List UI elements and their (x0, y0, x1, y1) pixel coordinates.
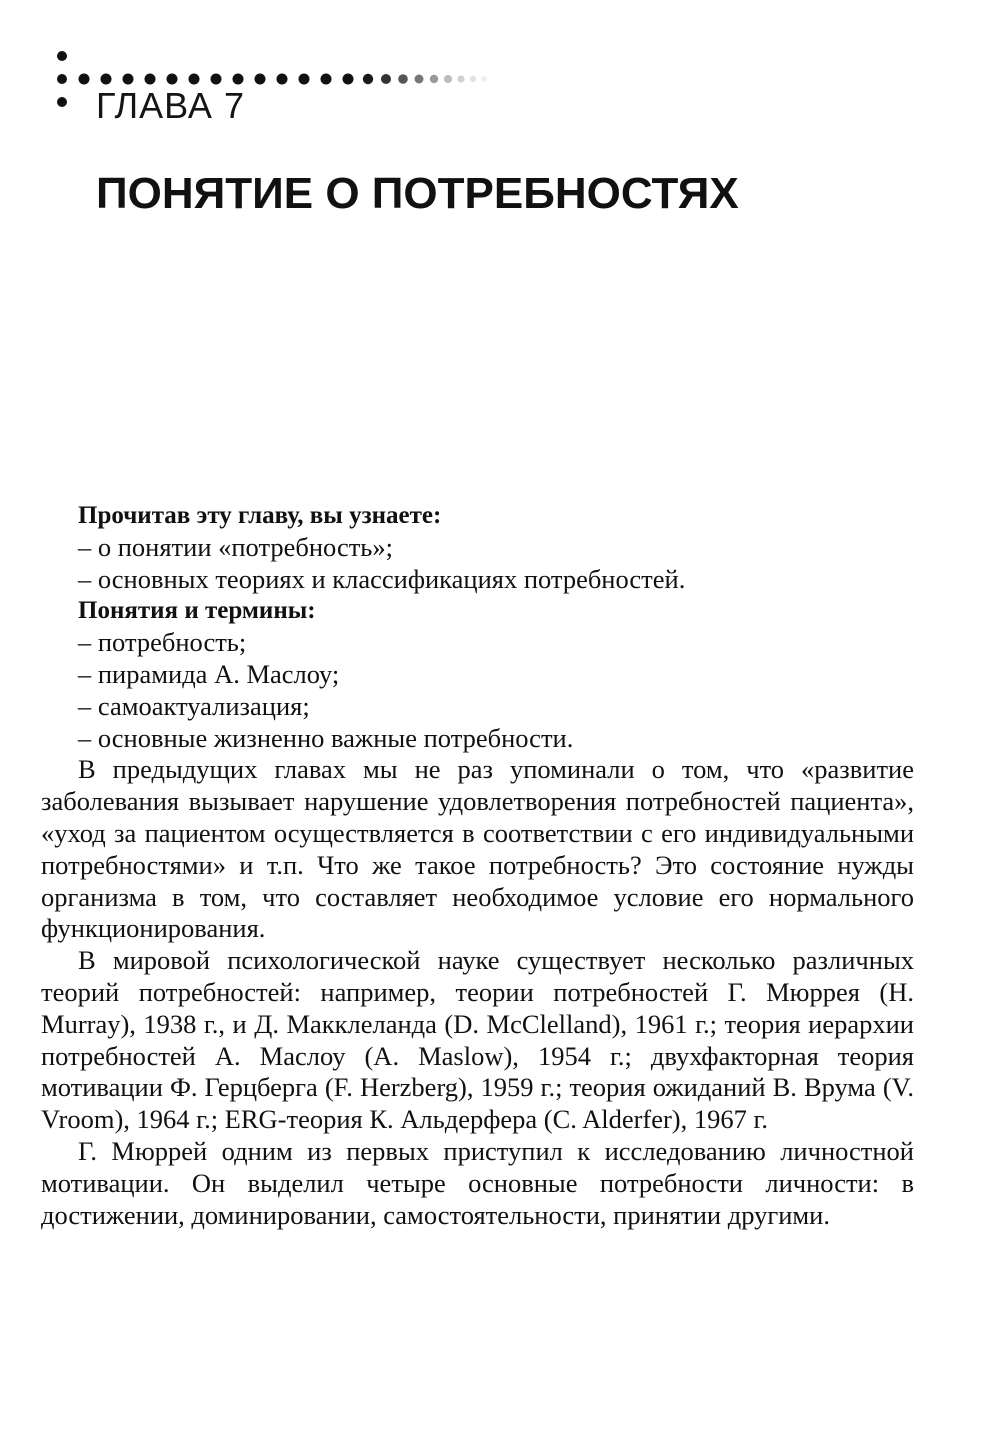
chapter-number: ГЛАВА 7 (96, 85, 245, 126)
body-paragraph: В предыдущих главах мы не раз упоминали о том, что «развитие заболевания вызывает нарушение удовлетворения потребностей пациента», «уход за пациентом осуществляется в соответствии с его индивидуальными потребностями» и т.п. Что же такое потребность? Это состояние нужды организма в том, что составляет необходимое условие его нормального функционирования. (41, 754, 914, 944)
body-paragraph: Г. Мюррей одним из первых приступил к исследованию личностной мотивации. Он выделил четыре основные потребности личности: в достижении, доминировании, самостоятельности, принятии другими. (41, 1135, 914, 1230)
term-item: – основные жизненно важные потребности. (78, 722, 574, 753)
term-item: – пирамида А. Маслоу; (78, 658, 340, 689)
learn-item: – о понятии «потребность»; (78, 531, 393, 562)
learn-item: – основных теориях и классификациях потребностей. (78, 563, 686, 594)
term-item: – самоактуализация; (78, 690, 310, 721)
chapter-intro (41, 500, 914, 754)
chapter-title: ПОНЯТИЕ О ПОТРЕБНОСТЯХ (96, 169, 739, 218)
terms-heading: Понятия и термины: (78, 597, 316, 625)
term-item: – потребность; (78, 627, 247, 658)
learn-heading: Прочитав эту главу, вы узнаете: (78, 502, 442, 529)
chapter-content (41, 500, 914, 1231)
body-paragraph: В мировой психологической науке существует несколько различных теорий потребностей: например, теории потребностей Г. Мюррея (H. Murray), 1938 г., и Д. Макклеланда (D. McClelland), 1961 г.; теория иерархии потребностей А. Маслоу (A. Maslow), 1954 г.; двухфакторная теория мотивации Ф. Герцберга (F. Herzberg), 1959 г.; теория ожиданий В. Врума (V. Vroom), 1964 г.; ERG-теория К. Альдерфера (C. Alderfer), 1967 г. (41, 945, 914, 1135)
